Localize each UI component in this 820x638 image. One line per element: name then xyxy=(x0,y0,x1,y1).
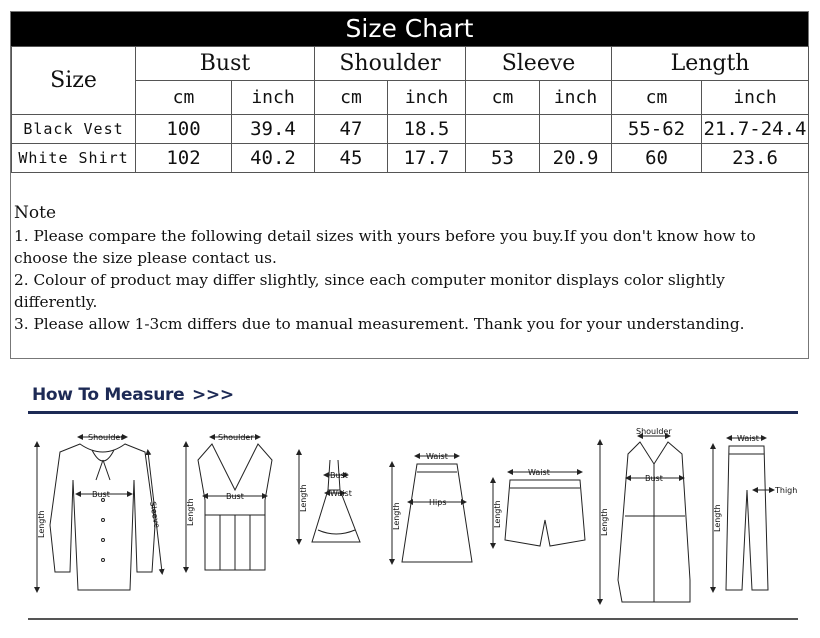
length-label: Length xyxy=(600,508,609,536)
notes-title: Note xyxy=(14,203,57,223)
unit-header: cm xyxy=(136,81,232,115)
size-table xyxy=(11,46,809,173)
how-to-measure-title xyxy=(32,385,234,405)
table-cell: 55-62 xyxy=(612,115,702,144)
skirt-diagram xyxy=(392,452,472,562)
how-to-measure-text: How To Measure xyxy=(32,385,185,405)
blouse-diagram xyxy=(37,433,162,590)
row-name: Black Vest xyxy=(12,115,136,144)
chevrons-icon: >>> xyxy=(191,385,234,405)
table-cell: 60 xyxy=(612,144,702,173)
bust-label: Bust xyxy=(226,492,244,501)
shorts-diagram xyxy=(493,468,585,546)
group-header-row xyxy=(12,47,809,81)
shoulder-label: Shoulder xyxy=(636,427,672,436)
size-chart-title: Size Chart xyxy=(11,12,808,46)
table-row xyxy=(12,144,809,173)
notes-section xyxy=(14,202,809,335)
waist-label: Waist xyxy=(426,452,448,461)
unit-header: cm xyxy=(466,81,540,115)
hips-label: Hips xyxy=(429,498,447,507)
unit-header: inch xyxy=(388,81,466,115)
table-cell: 45 xyxy=(315,144,388,173)
waist-label: Waist xyxy=(737,434,759,443)
length-label: Length xyxy=(493,500,502,528)
note-item: 3. Please allow 1-3cm differs due to manual measurement. Thank you for your understanding. xyxy=(14,315,745,333)
table-cell: 17.7 xyxy=(388,144,466,173)
length-label: Length xyxy=(37,510,46,538)
bust-label: Bust xyxy=(92,490,110,499)
unit-header: inch xyxy=(702,81,809,115)
vest-diagram xyxy=(186,433,272,570)
unit-header: cm xyxy=(315,81,388,115)
table-cell: 47 xyxy=(315,115,388,144)
table-cell: 21.7-24.4 xyxy=(702,115,809,144)
group-header-sleeve: Sleeve xyxy=(466,47,612,81)
table-cell: 53 xyxy=(466,144,540,173)
bust-label: Bust xyxy=(330,471,348,480)
note-item: 2. Colour of product may differ slightly, since each computer monitor displays color slightly differently. xyxy=(14,271,725,311)
shoulder-label: Shoulder xyxy=(218,433,254,442)
length-label: Length xyxy=(713,504,722,532)
length-label: Length xyxy=(299,484,308,512)
trousers-diagram xyxy=(713,434,797,590)
divider xyxy=(28,618,798,620)
size-chart xyxy=(10,11,809,359)
note-item: 1. Please compare the following detail sizes with yours before you buy.If you don't know how to choose the size please contact us. xyxy=(14,227,756,267)
divider xyxy=(28,411,798,414)
table-cell: 102 xyxy=(136,144,232,173)
length-label: Length xyxy=(186,498,195,526)
shoulder-label: Shoulder xyxy=(88,433,124,442)
length-label: Length xyxy=(392,502,401,530)
table-row xyxy=(12,115,809,144)
group-header-length: Length xyxy=(612,47,809,81)
bust-label: Bust xyxy=(645,474,663,483)
size-header: Size xyxy=(12,47,136,115)
group-header-bust: Bust xyxy=(136,47,315,81)
table-cell: 100 xyxy=(136,115,232,144)
unit-header: inch xyxy=(232,81,315,115)
unit-header: inch xyxy=(540,81,612,115)
table-cell xyxy=(540,115,612,144)
coat-diagram xyxy=(600,427,690,602)
table-cell: 39.4 xyxy=(232,115,315,144)
table-cell: 18.5 xyxy=(388,115,466,144)
table-cell: 23.6 xyxy=(702,144,809,173)
thigh-label: Thigh xyxy=(775,486,798,495)
dress-diagram xyxy=(299,452,360,542)
measurement-diagrams xyxy=(0,420,820,615)
sleeve-label: Sleeve xyxy=(148,500,162,529)
row-name: White Shirt xyxy=(12,144,136,173)
table-cell: 40.2 xyxy=(232,144,315,173)
unit-header: cm xyxy=(612,81,702,115)
table-cell xyxy=(466,115,540,144)
group-header-shoulder: Shoulder xyxy=(315,47,466,81)
waist-label: Waist xyxy=(330,489,352,498)
table-cell: 20.9 xyxy=(540,144,612,173)
waist-label: Waist xyxy=(528,468,550,477)
